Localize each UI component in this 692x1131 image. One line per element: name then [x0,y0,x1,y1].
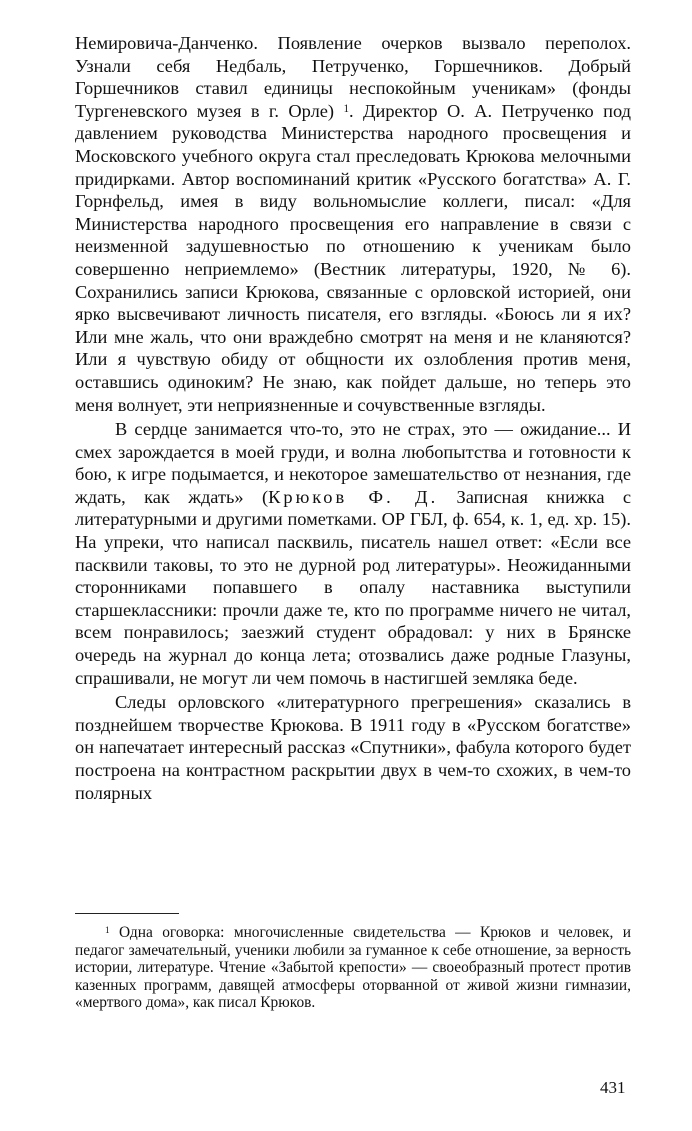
paragraph-2-text-a: В сердце занимается что-то, это не страх, это — ожидание... И смех зарождается в моей груди, и волна любопытства и готовности к бою, к игре подымается, и некоторое замешательство от незнания, где ждать, как ждать» ( [75,419,631,507]
paragraph-1 [75,32,631,416]
paragraph-2 [75,418,631,689]
paragraph-3-text: Следы орловского «литературного прегрешения» сказались в позднейшем творчестве Крюкова. В 1911 году в «Русском богатстве» он напечатает интересный рассказ «Спутники», фабула которого будет построена на контрастном раскрытии двух в чем-то схожих, в чем-то полярных [75,692,631,803]
footnote-marker: 1 [105,925,110,935]
paragraph-2-text-b: Записная книжка с литературными и другими пометками. ОР ГБЛ, ф. 654, к. 1, ед. хр. 15). На упреки, что написал пасквиль, писатель нашел ответ: «Если все пасквили таковы, то это не дурной род литературы». Неожиданными сторонниками попавшего в опалу наставника выступили старшеклассники: прочли даже те, кто по программе ничего не читал, всем понравилось; заезжий студент обрадовал: у них в Брянске очередь на журнал до конца лета; отозвались даже родные Глазуны, спрашивали, не могут ли чем помочь в настигшей земляка беде. [75,486,632,688]
footnote-reference: 1 [343,102,349,115]
paragraph-3 [75,691,631,804]
paragraph-2-author: Крюков Ф. Д. [268,486,439,507]
paragraph-1-text-a: Немировича-Данченко. Появление очерков вызвало переполох. Узнали себя Недбаль, Петрученко, Горшечников. Добрый Горшечников ставил единицы неспокойным ученикам» (фонды Тургеневского музея в г. Орле) [75,33,631,121]
footnote-text: Одна оговорка: многочисленные свидетельства — Крюков и человек, и педагог замечательный, ученики любили за гуманное к себе отношение, за верность истории, литературе. Чтение «Забытой крепости» — своеобразный протест против казенных программ, давящей атмосферы оторванной от живой жизни гимназии, «мертвого дома», как писал Крюков. [75,924,631,1012]
page-number: 431 [600,1078,626,1097]
page-content [75,32,631,804]
footnote-divider [75,913,179,914]
footnote-1 [75,924,631,1012]
paragraph-1-text-b: . Директор О. А. Петрученко под давлением руководства Министерства народного просвещения и Московского учебного округа стал преследовать Крюкова мелочными придирками. Автор воспоминаний критик «Русского богатства» А. Г. Горнфельд, имея в виду вольномыслие коллеги, писал: «Для Министерства народного просвещения его направление в связи с неизменной задушевностью по отношению к ученикам было совершенно неприемлемо» (Вестник литературы, 1920, № 6). Сохранились записи Крюкова, связанные с орловской историей, они ярко высвечивают личность писателя, его взгляды. «Боюсь ли я их? Или мне жаль, что они враждебно смотрят на меня и не кланяются? Или я чувствую обиду от общности их озлобления против меня, оставшись одиноким? Не знаю, как пойдет дальше, но теперь это меня волнует, эти неприязненные и сочувственные взгляды. [75,100,631,415]
footnotes [75,924,631,1012]
main-text [75,32,631,804]
